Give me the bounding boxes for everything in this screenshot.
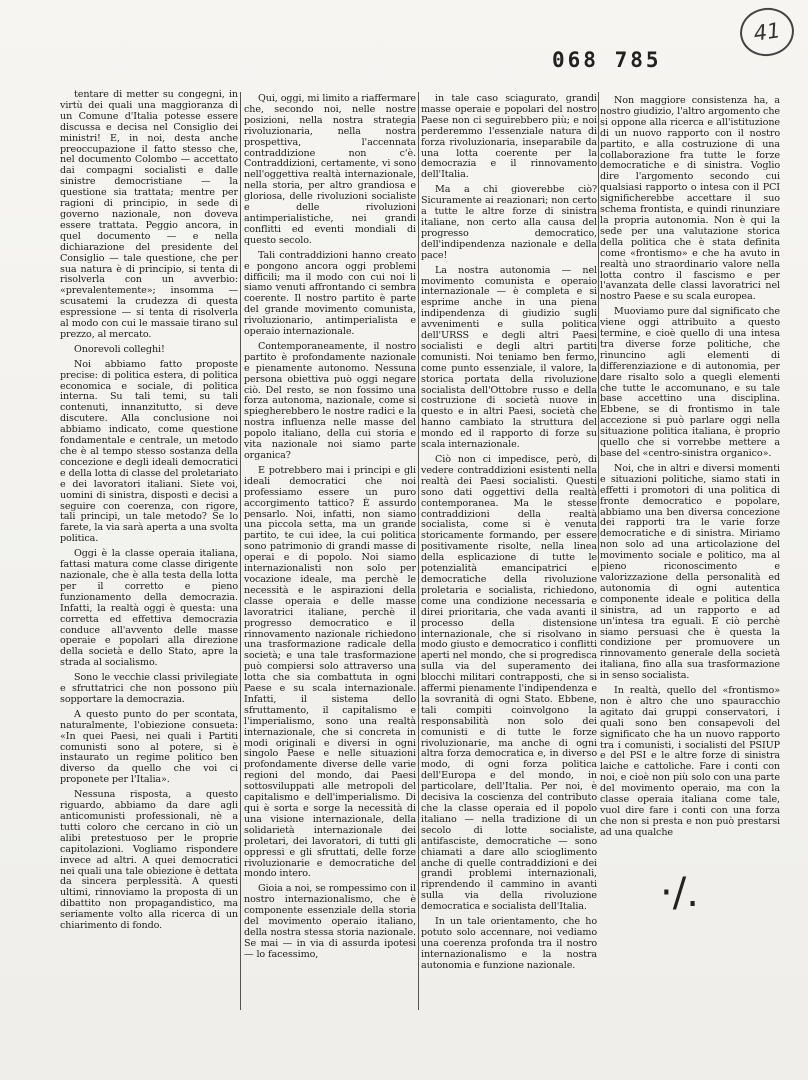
article-column-3 [421,94,597,1010]
paragraph: Onorevoli colleghi! [74,343,165,355]
column-rule [598,92,599,572]
article-column-1 [60,90,238,1010]
paragraph: in tale caso sciagurato, grandi masse operaie e popolari del nostro Paese non ci seguirebbero più; e noi perderemmo l'essenziale natura di forza rivoluzionaria, inseparabile da una lotta coerente per la democrazia e il rinnovamento dell'Italia. [421,94,597,181]
paragraph: Contemporaneamente, il nostro partito è profondamente nazionale e pienamente autonomo. Nessuna persona obiettiva può oggi negare ciò. Del resto, se non fossimo una forza autonoma, nazionale, come si spiegherebbero le nostre radici e la nostra influenza nelle masse del popolo italiano, della cui storia e vita nazionale noi siamo parte organica? [244,340,416,461]
paragraph: E potrebbero mai i principi e gli ideali democratici che noi professiamo essere un puro accorgimento tattico? È assurdo pensarlo. Noi, infatti, non siamo una piccola setta, ma un grande partito, te cui idee, la cui politica sono patrimonio di grandi masse di operai e di popolo. Noi siamo internazionalisti non solo per vocazione ideale, ma perchè le necessità e le aspirazioni della classe operaia e delle masse lavoratrici italiane, perchè il progresso democratico e il rinnovamento nazionale richiedono una trasformazione radicale della società; e una tale trasformazione può compiersi solo attraverso una lotta che sia combattuta in ogni Paese e su scala internazionale. Infatti, il sistema dello sfruttamento, il capitalismo e l'imperialismo, sono una realtà internazionale, che si concreta in modi originali e diversi in ogni singolo Paese e nelle situazioni profondamente diverse delle varie regioni del mondo, dai Paesi sottosviluppati alle metropoli del capitalismo e dell'imperialismo. Di qui è sorta e sorge la necessità di una visione internazionale, della solidarietà internazionale dei proletari, dei lavoratori, di tutti gli oppressi e gli sfruttati, delle forze rivoluzionarie e democratiche del mondo intero. [244,464,416,880]
column-rule [240,92,241,1010]
paragraph: Noi abbiamo fatto proposte precise: di politica estera, di politica economica e sociale, di politica interna. Su tali temi, su tali contenuti, innanzitutto, si deve discutere. Alla conclusione noi abbiamo indicato, come questione fondamentale e centrale, un metodo che è al tempo stesso sostanza della concezione e degli ideali democratici e della lotta di classe del proletariato e dei lavoratori italiani. Siete voi, uomini di sinistra, disposti e decisi a seguire con coerenza, con rigore, tali principi, un tale metodo? Se lo farete, la via sarà aperta a una svolta politica. [60,358,238,545]
paragraph: A questo punto do per scontata, naturalmente, l'obiezione consueta: «In quei Paesi, nei quali i Partiti comunisti sono al potere, si è instaurato un regime politico ben diverso da quello che voi ci proponete per l'Italia». [60,708,238,786]
paragraph: Ma a chi gioverebbe ciò? Sicuramente ai reazionari; non certo a tutte le altre forze di sinistra italiane, non certo alla causa del progresso democratico, dell'indipendenza nazionale e della pace! [421,184,597,261]
paragraph: Non maggiore consistenza ha, a nostro giudizio, l'altro argomento che si oppone alla ricerca e all'istituzione di un nuovo rapporto con il nostro partito, e alla costruzione di una collaborazione fra tutte le forze democratiche e di sinistra. Voglio dire l'argomento secondo cui qualsiasi rapporto o intesa con il PCI significherebbe accettare il suo schema frontista, e quindi rinunziare la propria autonomia. Non è qui la sede per una valutazione storica della politica che è stata definita come «frontismo» e che ha avuto in realtà uno straordinario valore nella lotta contro il fascismo e per l'avanzata delle classi lavoratrici nel nostro Paese e su scala europea. [600,96,780,303]
article-column-2 [244,94,416,1010]
paragraph: Oggi è la classe operaia italiana, fattasi matura come classe dirigente nazionale, che è alla testa della lotta per il corretto e pieno funzionamento della democrazia. Infatti, la realtà oggi è questa: una corretta ed effettiva democrazia conduce all'avvento delle masse operaie e popolari alla direzione della società e dello Stato, apre la strada al socialismo. [60,548,238,669]
paragraph: tentare di metter su congegni, in virtù dei quali una maggioranza di un Comune d'Italia potesse essere discussa e decisa nel Consiglio dei ministri! E, in noi, desta anche preoccupazione il fatto stesso che, nel documento Colombo — accettato dai compagni socialisti e dalle sinistre democristiane — la questione sia trattata; mentre per ragioni di principio, in sede di governo nazionale, non doveva essere trattata. Peggio ancora, in quel documento — e nella dichiarazione del presidente del Consiglio — tale questione, che per sua natura è di principio, si tenta di risolverla con un avverbio: «prevalentemente»; insomma — scusatemi la crudezza di questa espressione — si tenta di risolverla al modo con cui le massaie tirano sul prezzo, al mercato. [60,90,238,340]
paragraph: Ciò non ci impedisce, però, di vedere contraddizioni esistenti nella realtà dei Paesi socialisti. Questi sono dati oggettivi della realtà contemporanea. Ma le stesse contraddizioni della realtà socialista, come si è venuta storicamente formando, per essere positivamente risolte, nella linea della esplicazione di tutte le potenzialità emancipatrici e democratiche della rivoluzione proletaria e socialista, richiedono, come una condizione necessaria e direi prioritaria, che vada avanti il processo della distensione internazionale, che si risolvano in modo giusto e democratico i conflitti aperti nel mondo, che si progredisca sulla via del superamento dei blocchi militari contrapposti, che si affermi pienamente l'indipendenza e la sovranità di ogni Stato. Ebbene, tali compiti coinvolgono la responsabilità non solo dei comunisti e di tutte le forze rivoluzionarie, ma anche di ogni altra forza democratica e, in diverso modo, di ogni forza politica dell'Europa e del mondo, in particolare, dell'Italia. Per noi, è decisiva la coscienza del contributo che la classe operaia ed il popolo italiano — nella tradizione di un secolo di lotte socialiste, antifasciste, democratiche — sono chiamati a dare allo scioglimento anche di quelle contraddizioni e dei grandi problemi internazionali, riprendendo il cammino in avanti sulla via della rivoluzione democratica e socialista dell'Italia. [421,454,597,913]
paragraph: In un tale orientamento, che ho potuto solo accennare, noi vediamo una coerenza profonda tra il nostro internazionalismo e la nostra autonomia e funzione nazionale. [421,916,597,971]
page-number-circle: 41 [737,4,797,59]
paragraph: Noi, che in altri e diversi momenti e situazioni politiche, siamo stati in effetti i promotori di una politica di fronte democratico e popolare, abbiamo una ben diversa concezione dei rapporti tra le varie forze democratiche e di sinistra. Miriamo non solo ad una articolazione del movimento sociale e politico, ma al pieno riconoscimento e valorizzazione della personalità ed autonomia di ogni autentica componente ideale e politica della sinistra, ad un rapporto e ad un'intesa tra eguali. E ciò perchè siamo persuasi che è questa la condizione per promuovere un rinnovamento generale della società italiana, fino alla sua trasformazione in senso socialista. [600,462,780,682]
paragraph: Qui, oggi, mi limito a riaffermare che, secondo noi, nelle nostre posizioni, nella nostra strategia rivoluzionaria, nella nostra prospettiva, l'accennata contraddizione non c'è. Contraddizioni, certamente, vi sono nell'oggettiva realtà internazionale, nella storia, per altro grandiosa e gloriosa, delle rivoluzioni socialiste e delle rivoluzioni antimperialistiche, nei grandi conflitti ed eventi mondiali di questo secolo. [244,94,416,246]
paragraph: Nessuna risposta, a questo riguardo, abbiamo da dare agli anticomunisti professionali, nè a tutti coloro che cercano in ciò un alibi pretestuoso per le proprie capitolazioni. Vogliamo rispondere invece ad altri. A quei democratici nei quali una tale obiezione è dettata da sincera perplessità. A questi ultimi, rinnoviamo la proposta di un dibattito non propagandistico, ma seriamente volto alla ricerca di un chiarimento di fondo. [60,789,238,932]
archive-stamp-number: 068 785 [552,48,662,72]
paragraph: La nostra autonomia — nel movimento comunista e operaio internazionale — è completa e si esprime anche in una piena indipendenza di giudizio sugli avvenimenti e sulla politica dell'URSS e degli altri Paesi socialisti e degli altri partiti comunisti. Noi teniamo ben fermo, come punto essenziale, il valore, la storica portata della rivoluzione socialista dell'Ottobre russo e della costruzione di società nuove in questo e in altri Paesi, società che hanno cambiato la struttura del mondo ed il rapporto di forze su scala internazionale. [421,264,597,451]
paragraph: Tali contraddizioni hanno creato e pongono ancora oggi problemi difficili; ma il modo con cui noi li siamo venuti affrontando ci sembra coerente. Il nostro partito è parte del grande movimento comunista, rivoluzionario, antimperialista e operaio internazionale. [244,249,416,338]
paragraph: Sono le vecchie classi privilegiate e sfruttatrici che non possono più sopportare la democrazia. [60,672,238,705]
column-rule [418,92,419,1010]
paragraph: In realtà, quello del «frontismo» non è altro che uno spauracchio agitato dai gruppi conservatori, i quali sono ben consapevoli del significato che ha un nuovo rapporto tra i comunisti, i socialisti del PSIUP e del PSI e le altre forze di sinistra laiche e cattoliche. Fare i conti con noi, e cioè non più solo con una parte del movimento operaio, ma con la classe operaia italiana come tale, vuol dire fare i conti con una forza che non si presta e non può prestarsi ad una qualche [600,685,780,838]
paragraph: Gioia a noi, se rompessimo con il nostro internazionalismo, che è componente essenziale della storia del movimento operaio italiano, della nostra stessa storia nazionale. Se mai — in via di assurda ipotesi — lo facessimo, [244,883,416,960]
article-column-4 [600,96,780,876]
continuation-mark: ·/. [660,870,699,916]
paragraph: Muoviamo pure dal significato che viene oggi attribuito a questo termine, e cioè quello di una intesa tra diverse forze politiche, che rinuncino agli elementi di differenziazione e di autonomia, per dare risalto solo a quegli elementi che tutte le accomunano, e su tale base accettino una disciplina. Ebbene, se di frontismo in tale accezione si può parlare oggi nella situazione politica italiana, è proprio quello che si vorrebbe mettere a base del «centro-sinistra organico». [600,306,780,459]
